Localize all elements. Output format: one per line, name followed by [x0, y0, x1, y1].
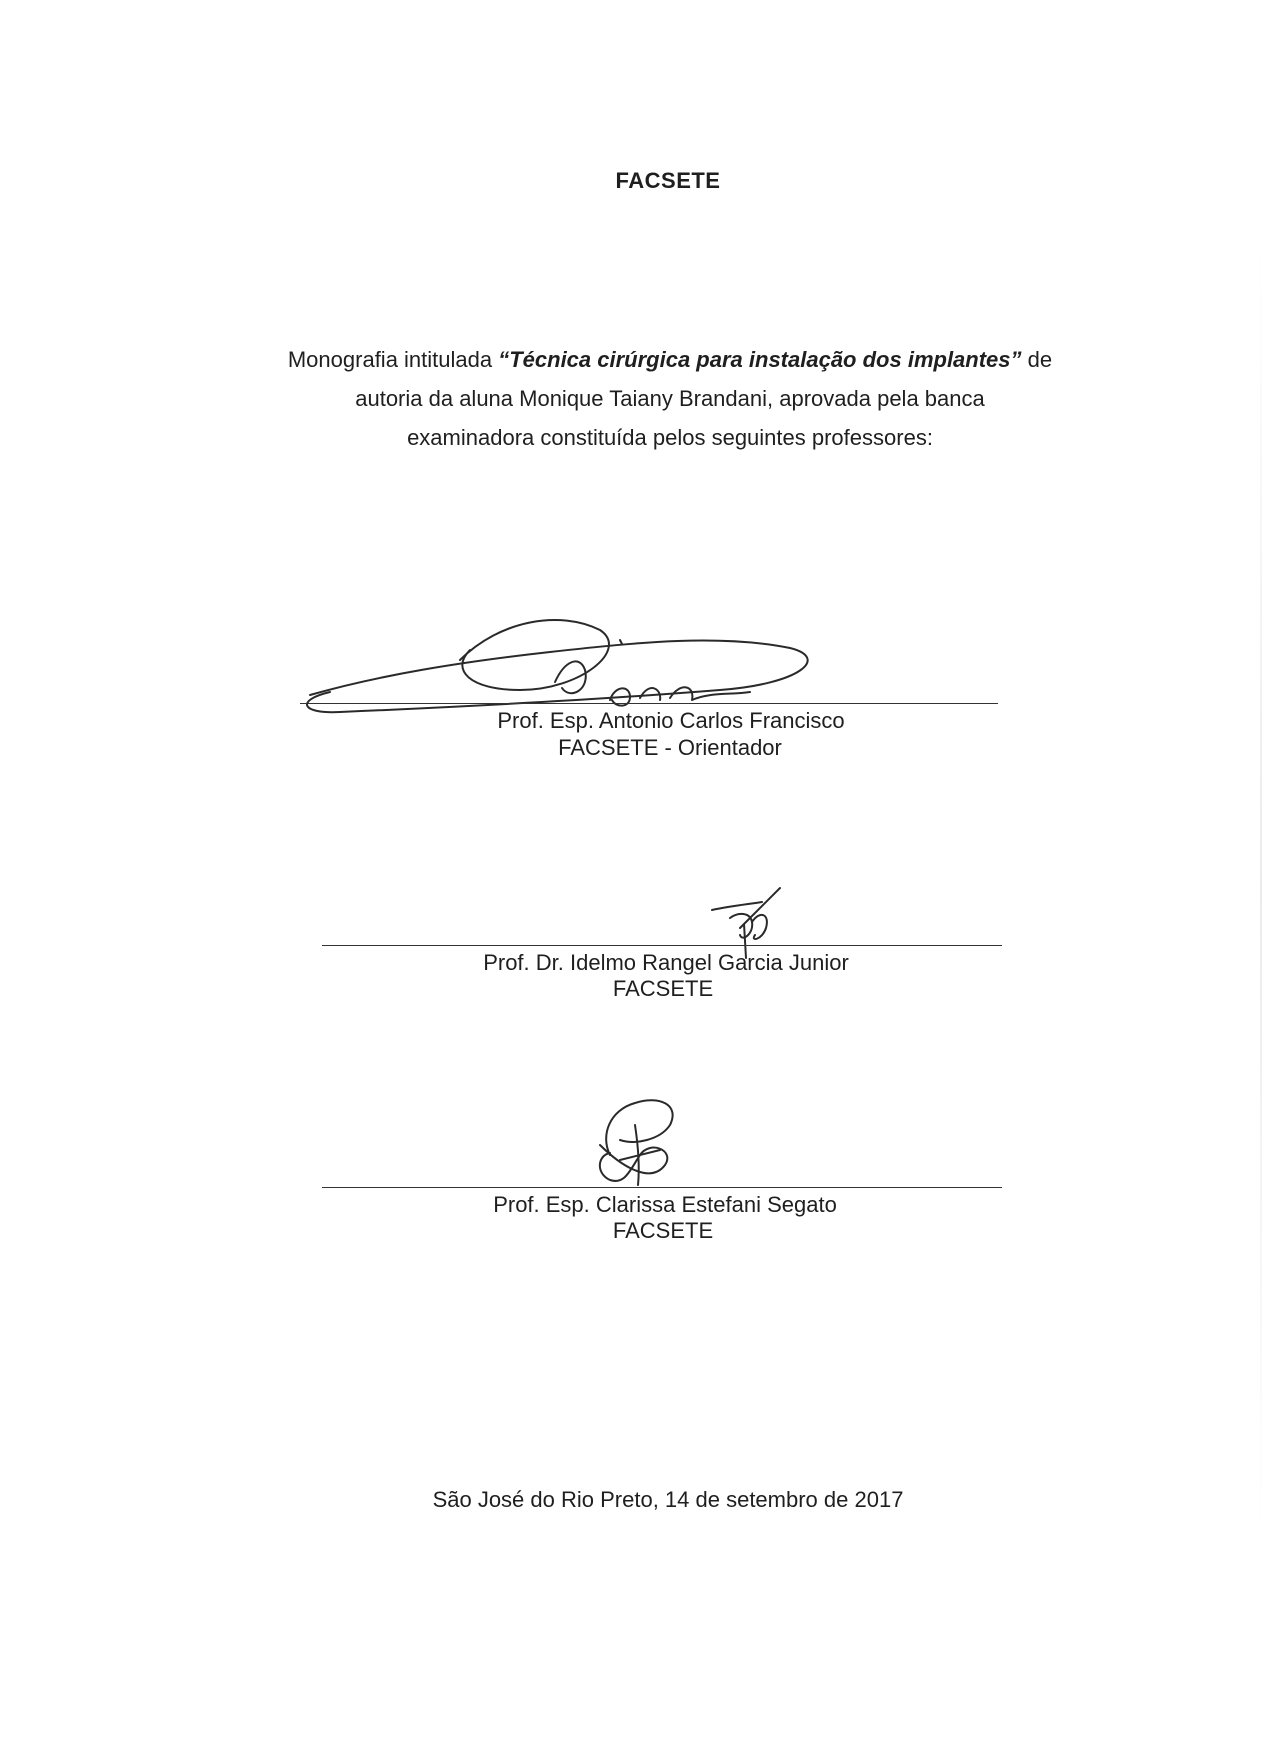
approval-line-3: examinadora constituída pelos seguintes professores:	[407, 425, 933, 450]
signature-line-2	[322, 945, 1002, 946]
signature-examiner-3	[580, 1085, 690, 1195]
examiner-2-role: FACSETE	[612, 976, 714, 1001]
signature-line-3	[322, 1187, 1002, 1188]
examiner-1-name: Prof. Esp. Antonio Carlos Francisco	[497, 708, 845, 733]
signature-advisor	[300, 600, 860, 720]
examiner-2-name: Prof. Dr. Idelmo Rangel Garcia Junior	[483, 950, 849, 975]
approval-statement	[250, 340, 1090, 457]
examiner-3-name: Prof. Esp. Clarissa Estefani Segato	[493, 1192, 837, 1217]
monograph-title: “Técnica cirúrgica para instalação dos implantes”	[498, 347, 1022, 372]
examiner-3-role: FACSETE	[612, 1218, 714, 1243]
signature-examiner-2	[700, 880, 800, 960]
institution-heading: FACSETE	[615, 168, 721, 193]
place-and-date: São José do Rio Preto, 14 de setembro de 2017	[432, 1487, 904, 1512]
approval-line-2: autoria da aluna Monique Taiany Brandani, aprovada pela banca	[355, 386, 985, 411]
examiner-1-role: FACSETE - Orientador	[558, 735, 782, 760]
approval-line-1	[250, 340, 1090, 379]
scan-edge-shadow	[1260, 240, 1262, 1540]
approval-lead: Monografia intitulada	[287, 347, 499, 372]
approval-line-1-end: de	[1021, 347, 1053, 372]
signature-line-1	[300, 703, 998, 704]
